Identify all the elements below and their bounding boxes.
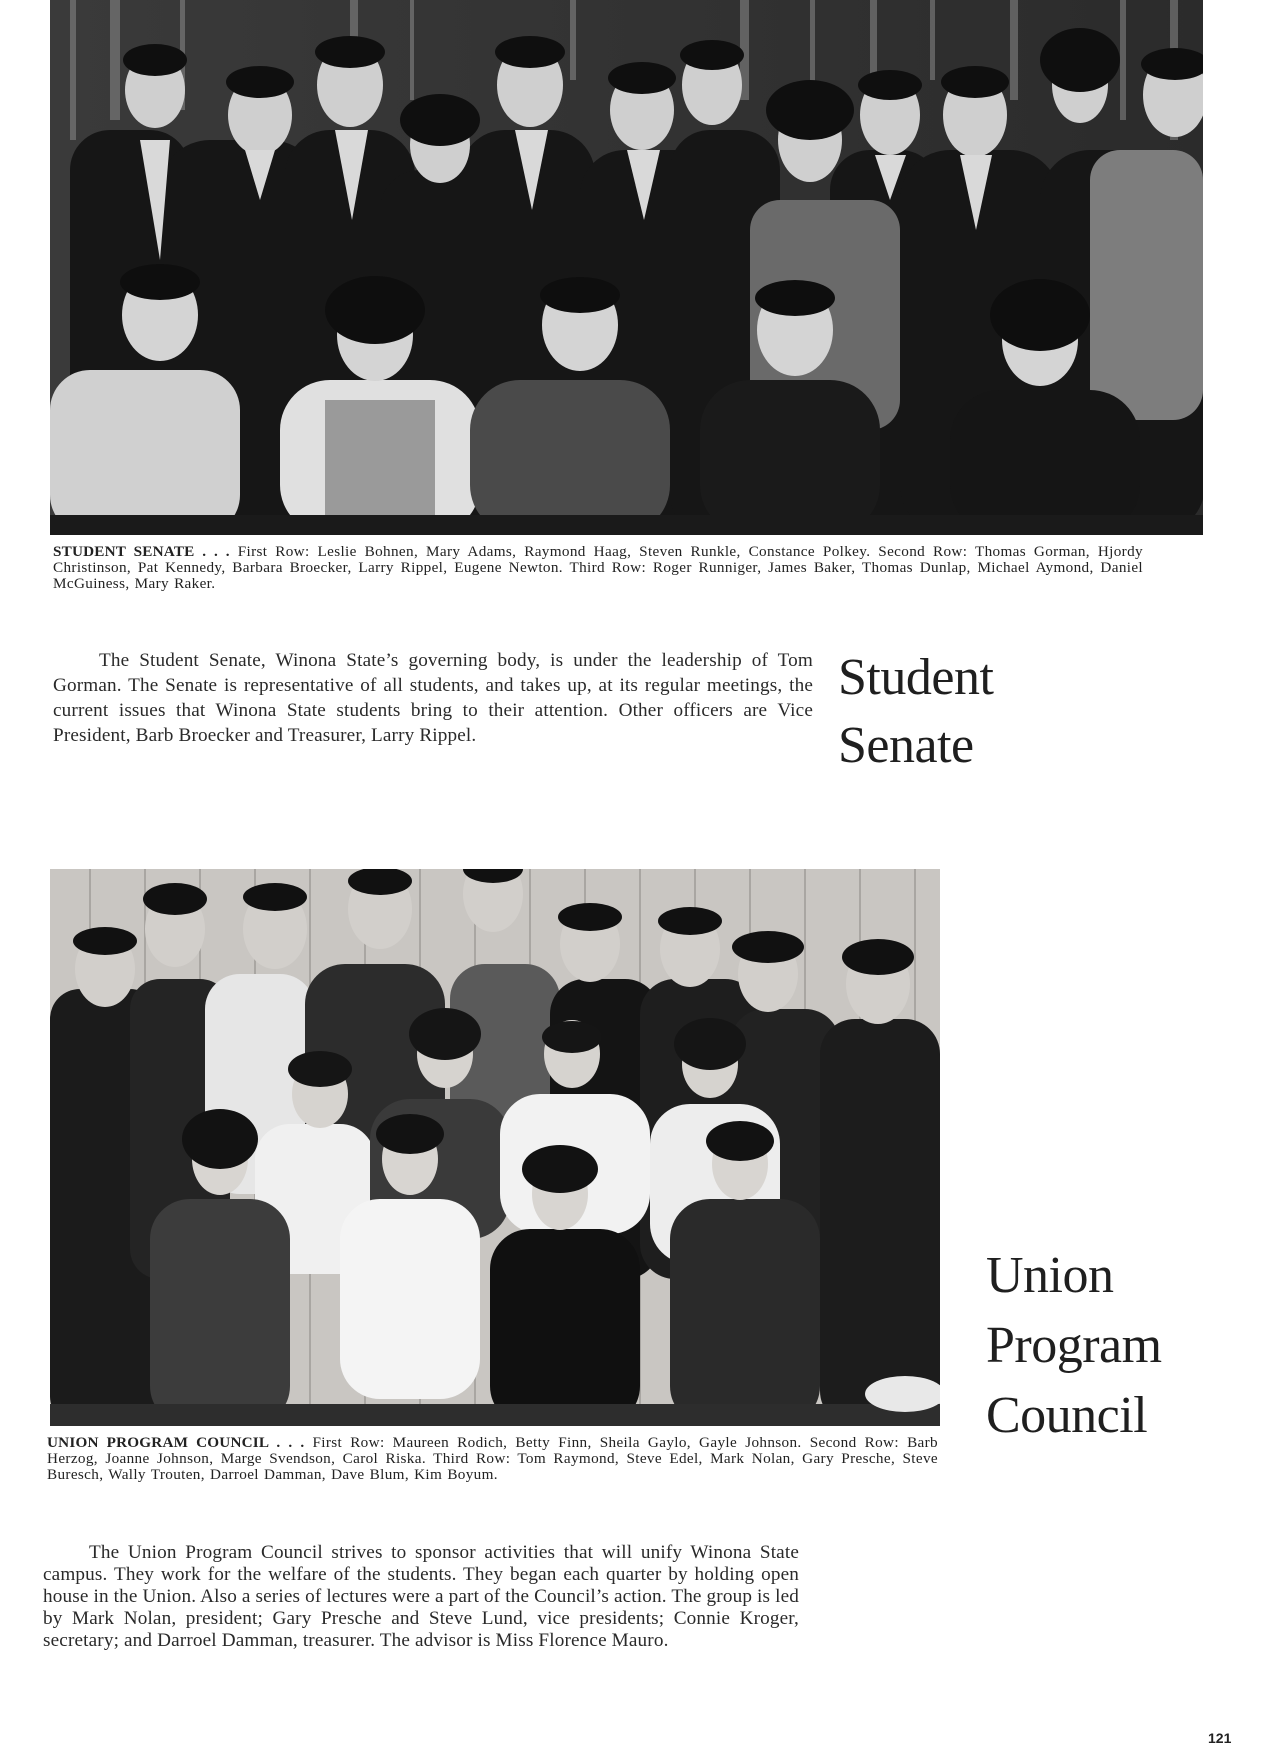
student-senate-caption	[53, 544, 1143, 592]
union-program-council-description: The Union Program Council strives to sponsor activities that will unify Winona State campus. They work for the welfare of the students. They began each quarter by holding open house in the Union. Also a series of lectures were a part of the Council’s action. The group is led by Mark Nolan, president; Gary Presche and Steve Lund, vice presidents; Connie Kroger, secretary; and Darroel Damman, treasurer. The advisor is Miss Florence Mauro.	[43, 1542, 799, 1651]
union-program-council-caption	[47, 1435, 938, 1483]
student-senate-heading	[838, 644, 1078, 780]
union-program-council-heading	[986, 1241, 1226, 1451]
student-senate-caption-lead: STUDENT SENATE . . .	[53, 543, 230, 560]
union-program-council-heading-line-2: Program	[986, 1317, 1162, 1374]
union-program-council-heading-line-1: Union	[986, 1247, 1114, 1304]
union-program-council-caption-names: First Row: Maureen Rodich, Betty Finn, Sheila Gaylo, Gayle Johnson. Second Row: Barb Herzog, Joanne Johnson, Marge Svendson, Carol Riska. Third Row: Tom Raymond, Steve Edel, Mark Nolan, Gary Presche, Steve Buresch, Wally Trouten, Darroel Damman, Dave Blum, Kim Boyum.	[47, 1434, 938, 1483]
union-program-council-photo	[50, 869, 940, 1426]
student-senate-description: The Student Senate, Winona State’s governing body, is under the leadership of Tom Gorman. The Senate is representative of all students, and takes up, at its regular meetings, the current issues that Winona State students bring to their attention. Other officers are Vice President, Barb Broecker and Treasurer, Larry Rippel.	[53, 650, 813, 746]
student-senate-photo	[50, 0, 1203, 535]
student-senate-heading-line-1: Student	[838, 649, 994, 706]
student-senate-caption-names: First Row: Leslie Bohnen, Mary Adams, Raymond Haag, Steven Runkle, Constance Polkey. Second Row: Thomas Gorman, Hjordy Christinson, Pat Kennedy, Barbara Broecker, Larry Rippel, Eugene Newton. Third Row: Roger Runniger, James Baker, Thomas Dunlap, Michael Aymond, Daniel McGuiness, Mary Raker.	[53, 543, 1143, 592]
student-senate-photo-art	[50, 0, 1203, 535]
union-program-council-photo-art	[50, 869, 940, 1426]
student-senate-heading-line-2: Senate	[838, 717, 974, 774]
union-program-council-heading-line-3: Council	[986, 1387, 1148, 1444]
union-program-council-caption-lead: UNION PROGRAM COUNCIL . . .	[47, 1434, 305, 1451]
page-number: 121	[1208, 1730, 1232, 1746]
